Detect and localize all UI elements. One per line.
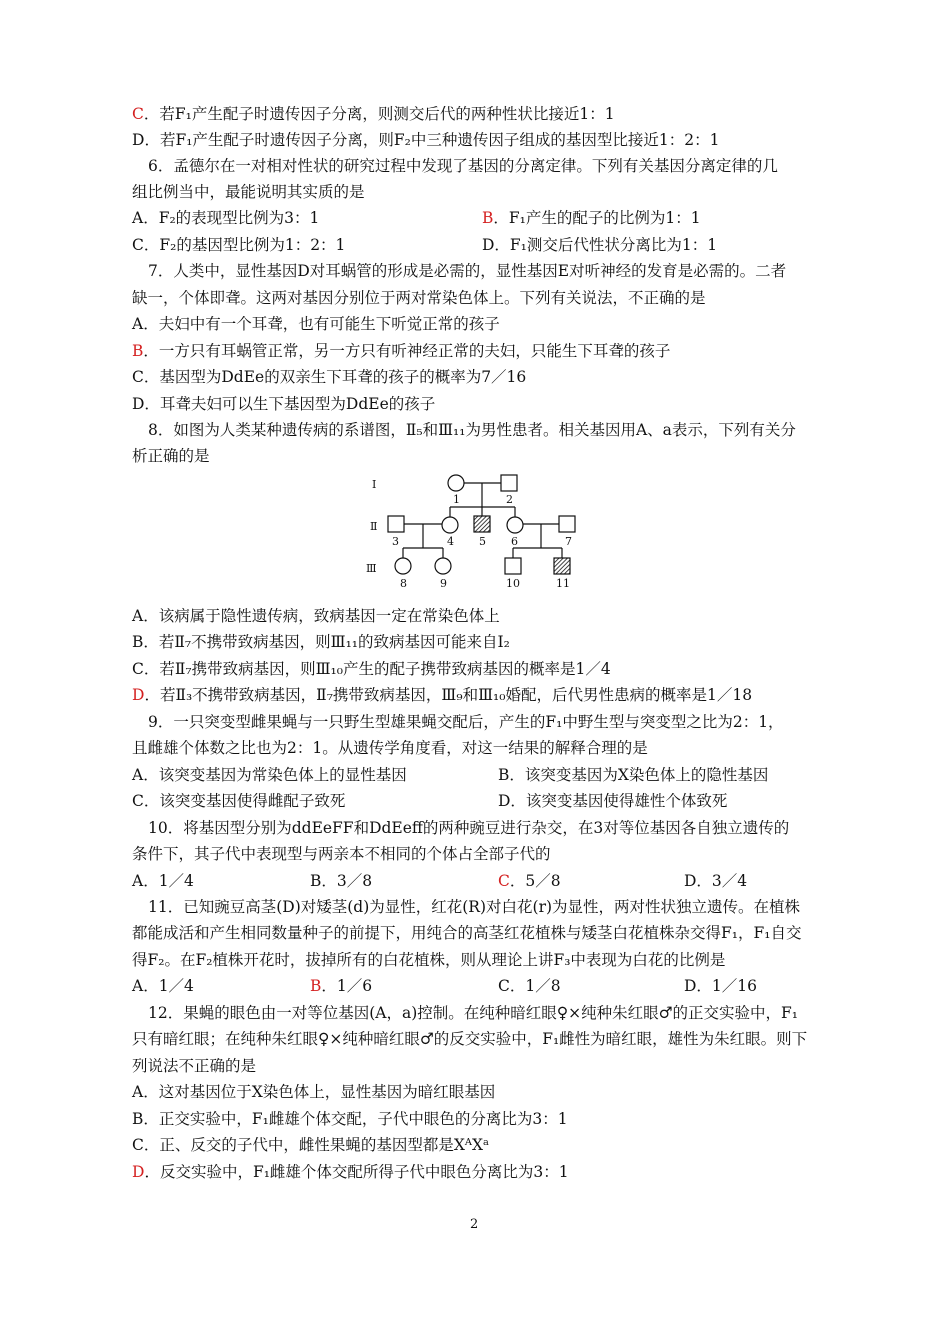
q5-option-c (132, 104, 615, 124)
num-4: 4 (447, 535, 454, 548)
option-text: ．一方只有耳蜗管正常，另一方只有听神经正常的夫妇，只能生下耳聋的孩子 (143, 342, 671, 360)
num-9: 9 (440, 577, 447, 588)
q8-option-c: C．若Ⅱ₇携带致病基因，则Ⅲ₁₀产生的配子携带致病基因的概率是1／4 (132, 660, 611, 678)
option-text: ．若Ⅱ₃不携带致病基因，Ⅱ₇携带致病基因，Ⅲ₉和Ⅲ₁₀婚配，后代男性患病的概率是1／18 (144, 686, 753, 704)
q10-option-c (498, 871, 561, 891)
option-text: ．若F₁产生配子时遗传因子分离，则测交后代的两种性状比接近1：1 (143, 105, 615, 123)
q7-stem-line2: 缺一，个体即聋。这两对基因分别位于两对常染色体上。下列有关说法，不正确的是 (132, 289, 706, 307)
q9-option-d: D．该突变基因使得雄性个体致死 (498, 792, 728, 810)
individual-iii9 (435, 558, 451, 574)
q6-option-a: A．F₂的表现型比例为3：1 (132, 209, 320, 227)
q10-option-a: A．1／4 (132, 872, 194, 890)
num-3: 3 (392, 535, 399, 548)
answer-letter: D (132, 686, 145, 704)
q10-option-d: D．3／4 (684, 872, 748, 890)
option-text: ．F₁产生的配子的比例为1：1 (493, 209, 701, 227)
q7-option-c: C．基因型为DdEe的双亲生下耳聋的孩子的概率为7／16 (132, 368, 527, 386)
q12-option-c: C．正、反交的子代中，雌性果蝇的基因型都是XᴬXᵃ (132, 1136, 489, 1154)
individual-ii6 (507, 517, 523, 533)
q5-option-d (132, 130, 719, 150)
q6-option-d: D．F₁测交后代性状分离比为1：1 (482, 236, 718, 254)
q7-option-a: A．夫妇中有一个耳聋，也有可能生下听觉正常的孩子 (132, 315, 500, 333)
individual-ii7 (559, 516, 575, 532)
q6-stem-line1: 6．孟德尔在一对相对性状的研究过程中发现了基因的分离定律。下列有关基因分离定律的几 (148, 157, 778, 175)
individual-iii11-affected (554, 558, 570, 574)
option-text: ．若F₁产生配子时遗传因子分离，则F₂中三种遗传因子组成的基因型比接近1：2：1 (144, 131, 720, 149)
q11-option-c: C．1／8 (498, 977, 561, 995)
option-text: ．5／8 (509, 872, 561, 890)
answer-letter: B (310, 977, 322, 995)
individual-ii3 (388, 516, 404, 532)
option-letter: D (132, 131, 145, 149)
q8-stem-line2: 析正确的是 (132, 447, 210, 465)
q8-option-d (132, 685, 752, 705)
gen-label-ii: Ⅱ (370, 520, 378, 533)
q6-option-c: C．F₂的基因型比例为1：2：1 (132, 236, 346, 254)
individual-ii4 (442, 517, 458, 533)
individual-iii10 (505, 558, 521, 574)
num-10: 10 (506, 577, 520, 588)
q11-option-a: A．1／4 (132, 977, 194, 995)
num-1: 1 (453, 493, 460, 506)
q11-option-d: D．1／16 (684, 977, 758, 995)
num-2: 2 (506, 493, 513, 506)
q9-stem-line2: 且雌雄个体数之比也为2：1。从遗传学角度看，对这一结果的解释合理的是 (132, 739, 648, 757)
individual-i2 (501, 475, 517, 491)
q12-stem-line3: 列说法不正确的是 (132, 1057, 257, 1075)
q8-option-a: A．该病属于隐性遗传病，致病基因一定在常染色体上 (132, 607, 500, 625)
option-text: ．反交实验中，F₁雌雄个体交配所得子代中眼色分离比为3：1 (144, 1163, 569, 1181)
num-8: 8 (400, 577, 407, 588)
answer-letter: B (482, 209, 494, 227)
q9-stem-line1: 9．一只突变型雌果蝇与一只野生型雄果蝇交配后，产生的F₁中野生型与突变型之比为2：1， (148, 713, 784, 731)
q12-option-b: B．正交实验中，F₁雌雄个体交配，子代中眼色的分离比为3：1 (132, 1110, 568, 1128)
q12-stem-line1: 12．果蝇的眼色由一对等位基因(A，a)控制。在纯种暗红眼♀×纯种朱红眼♂的正交实验中，F₁ (148, 1004, 798, 1022)
num-7: 7 (565, 535, 572, 548)
gen-label-i: Ⅰ (372, 478, 377, 491)
answer-letter: B (132, 342, 144, 360)
q6-option-b (482, 208, 701, 228)
individual-iii8 (395, 558, 411, 574)
q11-option-b (310, 976, 372, 996)
q8-option-b: B．若Ⅱ₇不携带致病基因，则Ⅲ₁₁的致病基因可能来自I₂ (132, 633, 510, 651)
q10-option-b: B．3／8 (310, 872, 373, 890)
q6-stem-line2: 组比例当中，最能说明其实质的是 (132, 183, 365, 201)
page-number: 2 (470, 1217, 479, 1232)
q12-option-d (132, 1162, 569, 1182)
num-11: 11 (556, 577, 570, 588)
q7-stem-line1: 7．人类中，显性基因D对耳蜗管的形成是必需的，显性基因E对听神经的发育是必需的。二者 (148, 262, 787, 280)
q10-stem-line2: 条件下，其子代中表现型与两亲本不相同的个体占全部子代的 (132, 845, 551, 863)
num-5: 5 (479, 535, 486, 548)
q12-stem-line2: 只有暗红眼；在纯种朱红眼♀×纯种暗红眼♂的反交实验中，F₁雌性为暗红眼，雄性为朱红眼。则下 (132, 1030, 808, 1048)
individual-i1 (448, 475, 464, 491)
q7-option-d: D．耳聋夫妇可以生下基因型为DdEe的孩子 (132, 395, 436, 413)
q11-stem-line1: 11．已知豌豆高茎(D)对矮茎(d)为显性，红花(R)对白花(r)为显性，两对性状独立遗传。在植株 (148, 898, 801, 916)
q8-stem-line1: 8．如图为人类某种遗传病的系谱图，Ⅱ₅和Ⅲ₁₁为男性患者。相关基因用A、a表示，下列有关分 (148, 421, 796, 439)
num-6: 6 (511, 535, 518, 548)
gen-label-iii: Ⅲ (366, 562, 377, 575)
option-text: ．1／6 (321, 977, 373, 995)
q10-stem-line1: 10．将基因型分别为ddEeFF和DdEeff的两种豌豆进行杂交，在3对等位基因各自独立遗传的 (148, 819, 790, 837)
q9-option-b: B．该突变基因为X染色体上的隐性基因 (498, 766, 769, 784)
answer-letter: C (498, 872, 510, 890)
q7-option-b (132, 341, 670, 361)
answer-letter: D (132, 1163, 145, 1181)
q11-stem-line3: 得F₂。在F₂植株开花时，拔掉所有的白花植株，则从理论上讲F₃中表现为白花的比例是 (132, 951, 726, 969)
individual-ii5-affected (474, 516, 490, 532)
q12-option-a: A．这对基因位于X染色体上，显性基因为暗红眼基因 (132, 1083, 496, 1101)
answer-letter: C (132, 105, 144, 123)
pedigree-diagram (362, 466, 594, 588)
q9-option-a: A．该突变基因为常染色体上的显性基因 (132, 766, 407, 784)
q11-stem-line2: 都能成活和产生相同数量种子的前提下，用纯合的高茎红花植株与矮茎白花植株杂交得F₁，F₁自交 (132, 924, 802, 942)
q9-option-c: C．该突变基因使得雌配子致死 (132, 792, 346, 810)
